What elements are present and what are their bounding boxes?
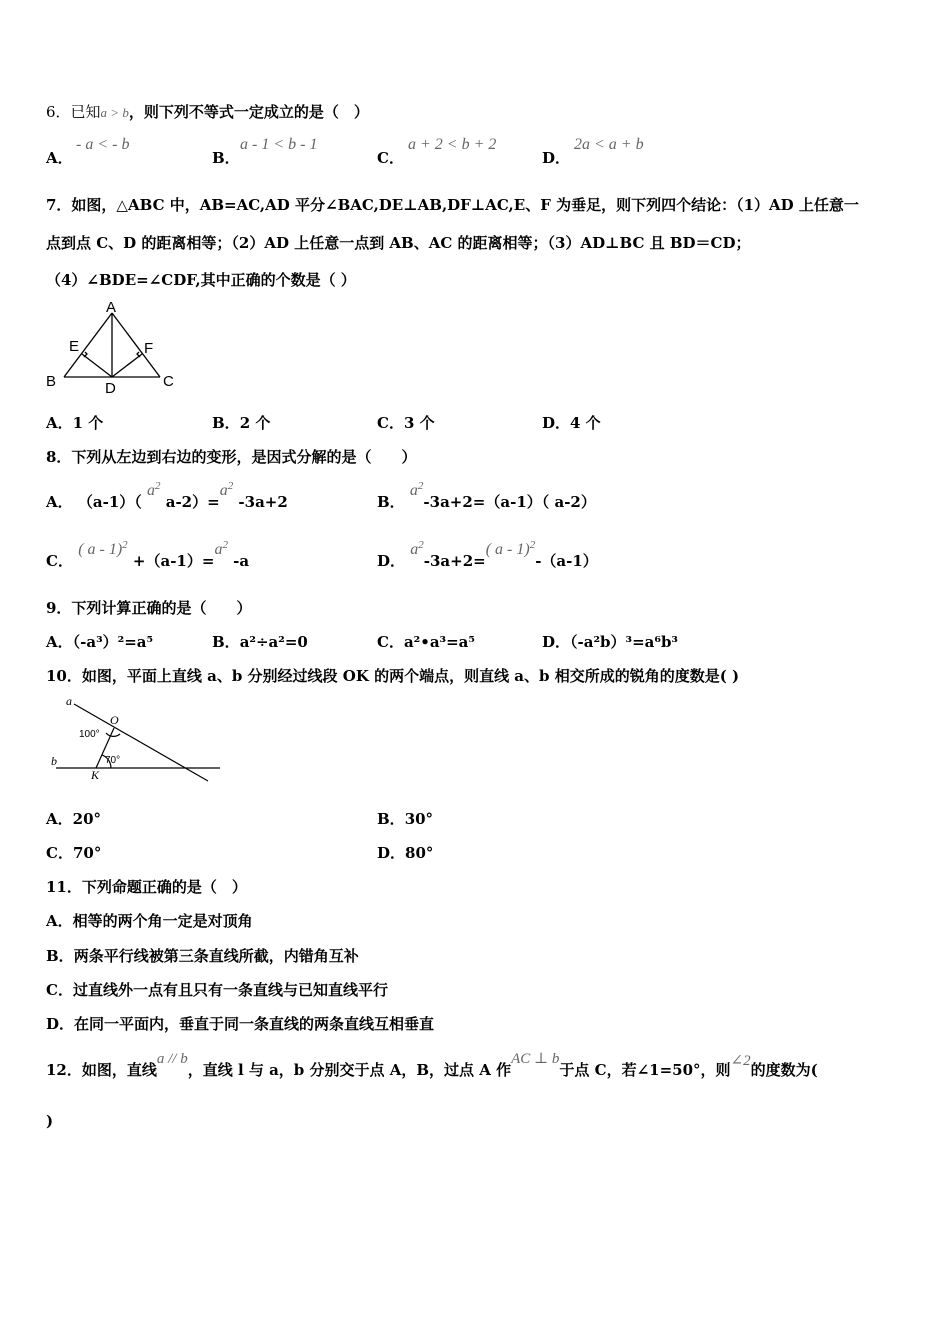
- question-11-stem: 11．下列命题正确的是（ ）: [46, 878, 247, 896]
- math-a-minus-1: ( a - 1): [78, 541, 123, 558]
- q7-option-a[interactable]: [46, 413, 103, 433]
- label-k: K: [91, 768, 100, 782]
- option-text: （a-1）（: [77, 493, 142, 511]
- option-text: 80°: [405, 844, 434, 862]
- segment-df: [112, 354, 142, 377]
- question-6-stem: [46, 102, 369, 123]
- q6-stem-post: ，则下列不等式一定成立的是（ ）: [128, 103, 369, 121]
- q7-option-b[interactable]: [212, 413, 270, 433]
- label-a: A: [106, 299, 117, 316]
- label-o: O: [110, 713, 119, 727]
- label-line-b: b: [51, 754, 57, 768]
- math-exponent: 2: [122, 539, 128, 551]
- q6-option-c[interactable]: [377, 148, 404, 168]
- math-a: a: [410, 541, 419, 558]
- option-text: a-2）=: [165, 493, 220, 511]
- label-line-a: a: [66, 694, 72, 708]
- option-text: 3 个: [403, 414, 435, 432]
- math-exponent: 2: [155, 480, 161, 492]
- option-text: a²÷a²=0: [239, 633, 308, 651]
- math-exponent: 2: [222, 539, 228, 551]
- math-exponent: 2: [227, 480, 234, 492]
- option-text: -3a+2=（a-1）（ a-2）: [423, 493, 596, 511]
- q6-option-c-expr: a + 2 < b + 2: [408, 136, 497, 153]
- option-text: -3a+2=: [423, 552, 486, 570]
- option-label: C．: [377, 414, 404, 432]
- q10-option-b[interactable]: [377, 809, 433, 829]
- option-label: C．: [46, 981, 73, 999]
- option-label: D．: [542, 149, 571, 167]
- q8-option-d[interactable]: [377, 539, 598, 573]
- question-7-line3: （4）∠BDE=∠CDF,其中正确的个数是（ ）: [46, 271, 356, 289]
- option-label: A．: [46, 493, 73, 511]
- right-angle-e: [84, 352, 87, 357]
- option-label: B．: [212, 149, 240, 167]
- option-text: 两条平行线被第三条直线所截，内错角互补: [73, 947, 359, 965]
- question-8-stem: 8．下列从左边到右边的变形，是因式分解的是（ ）: [46, 448, 417, 466]
- q7-triangle-figure: [44, 298, 184, 398]
- q9-option-c[interactable]: [377, 632, 475, 652]
- q12-text-3: 于点 C，若∠1=50°，则: [559, 1061, 731, 1079]
- option-text: 相等的两个角一定是对顶角: [72, 912, 253, 930]
- q9-option-a[interactable]: [46, 632, 153, 652]
- q6-option-b-expr: a - 1 < b - 1: [240, 136, 318, 153]
- option-label: A．: [46, 149, 73, 167]
- math-a: a: [219, 482, 228, 499]
- q11-option-a[interactable]: [46, 911, 253, 931]
- option-text: -（a-1）: [535, 552, 598, 570]
- q12-text-4: 的度数为(: [750, 1061, 818, 1079]
- question-9-stem: 9．下列计算正确的是（ ）: [46, 599, 252, 617]
- q12-closing-paren: ): [46, 1112, 54, 1130]
- option-text: -a: [233, 552, 250, 570]
- q12-math-angle: ∠2: [730, 1053, 751, 1069]
- q11-option-c[interactable]: [46, 980, 388, 1000]
- arc-100: [106, 733, 120, 736]
- option-text: 30°: [404, 810, 434, 828]
- math-a: a: [409, 482, 418, 499]
- math-a: a: [147, 482, 155, 499]
- label-b: B: [46, 373, 57, 390]
- option-label: B．: [377, 493, 405, 511]
- option-label: A．: [46, 912, 73, 930]
- q6-stem-pre: 6．已知: [46, 103, 101, 121]
- label-angle-100: 100°: [79, 729, 100, 740]
- option-text: a²•a³=a⁵: [403, 633, 475, 651]
- q12-math-perpendicular: AC ⊥ b: [511, 1051, 560, 1067]
- question-7-line1: 7．如图，△ABC 中，AB=AC,AD 平分∠BAC,DE⊥AB,DF⊥AC,E、F 为垂足，则下列四个结论：（1）AD 上任意一: [46, 196, 859, 214]
- option-text: （-a²b）³=a⁶b³: [570, 633, 679, 651]
- option-label: B．: [377, 810, 405, 828]
- q12-text-2: ，直线 l 与 a，b 分别交于点 A，B，过点 A 作: [187, 1061, 512, 1079]
- q10-option-d[interactable]: [377, 843, 433, 863]
- q10-lines-figure: [46, 692, 226, 787]
- q12-text-1: 12．如图，直线: [46, 1061, 157, 1079]
- question-7-line2: 点到点 C、D 的距离相等；（2）AD 上任意一点到 AB、AC 的距离相等；（3）AD⊥BC 且 BD＝CD；: [46, 234, 751, 252]
- question-12-stem: [46, 1051, 818, 1081]
- q8-option-a[interactable]: [46, 480, 288, 514]
- label-e: E: [69, 338, 80, 355]
- option-label: A．: [46, 414, 73, 432]
- q11-option-d[interactable]: [46, 1014, 434, 1034]
- math-a-minus-1: ( a - 1): [485, 541, 530, 558]
- label-angle-70: 70°: [105, 755, 121, 766]
- option-label: C．: [46, 552, 73, 570]
- q12-math-parallel: a // b: [156, 1051, 188, 1067]
- option-label: A．: [46, 810, 73, 828]
- option-text: 20°: [72, 810, 102, 828]
- option-text: -3a+2: [238, 493, 288, 511]
- option-label: D．: [377, 844, 406, 862]
- math-exponent: 2: [529, 539, 536, 551]
- q10-option-a[interactable]: [46, 809, 101, 829]
- q8-option-c[interactable]: [46, 539, 250, 573]
- math-exponent: 2: [417, 480, 424, 492]
- question-10-stem: 10．如图，平面上直线 a、b 分别经过线段 OK 的两个端点，则直线 a、b 相交所成的锐角的度数是( ): [46, 667, 740, 685]
- q11-option-b[interactable]: [46, 946, 359, 966]
- option-label: C．: [46, 844, 73, 862]
- option-label: D．: [542, 633, 571, 651]
- option-label: C．: [377, 149, 404, 167]
- label-c: C: [163, 373, 174, 390]
- q7-option-d[interactable]: [542, 413, 601, 433]
- q6-condition: a > b: [100, 105, 129, 120]
- option-text: 2 个: [239, 414, 271, 432]
- option-text: 4 个: [570, 414, 601, 432]
- option-label: D．: [542, 414, 571, 432]
- math-a: a: [214, 541, 223, 558]
- option-text: 70°: [72, 844, 102, 862]
- label-f: F: [144, 340, 154, 357]
- q8-option-b[interactable]: [377, 480, 596, 514]
- option-text: （-a³）²=a⁵: [72, 633, 154, 651]
- option-label: B．: [212, 414, 240, 432]
- option-label: C．: [377, 633, 404, 651]
- q9-option-d[interactable]: [542, 632, 678, 652]
- q10-option-c[interactable]: [46, 843, 101, 863]
- option-label: D．: [377, 552, 406, 570]
- q6-option-a-expr: - a < - b: [76, 136, 130, 153]
- option-label: B．: [212, 633, 240, 651]
- q7-option-c[interactable]: [377, 413, 435, 433]
- q6-option-a[interactable]: [46, 148, 73, 168]
- label-d: D: [105, 380, 116, 397]
- q9-option-b[interactable]: [212, 632, 308, 652]
- option-text: 在同一平面内，垂直于同一条直线的两条直线互相垂直: [74, 1015, 435, 1033]
- q6-option-b[interactable]: [212, 148, 240, 168]
- right-angle-f: [137, 352, 140, 357]
- segment-de: [82, 354, 112, 377]
- option-label: B．: [46, 947, 74, 965]
- q6-option-d-expr: 2a < a + b: [574, 136, 644, 153]
- option-text: 过直线外一点有且只有一条直线与已知直线平行: [72, 981, 388, 999]
- option-text: +（a-1）=: [132, 552, 215, 570]
- option-label: D．: [46, 1015, 75, 1033]
- option-label: A．: [46, 633, 73, 651]
- q6-option-d[interactable]: [542, 148, 570, 168]
- option-text: 1 个: [72, 414, 104, 432]
- math-exponent: 2: [418, 539, 424, 551]
